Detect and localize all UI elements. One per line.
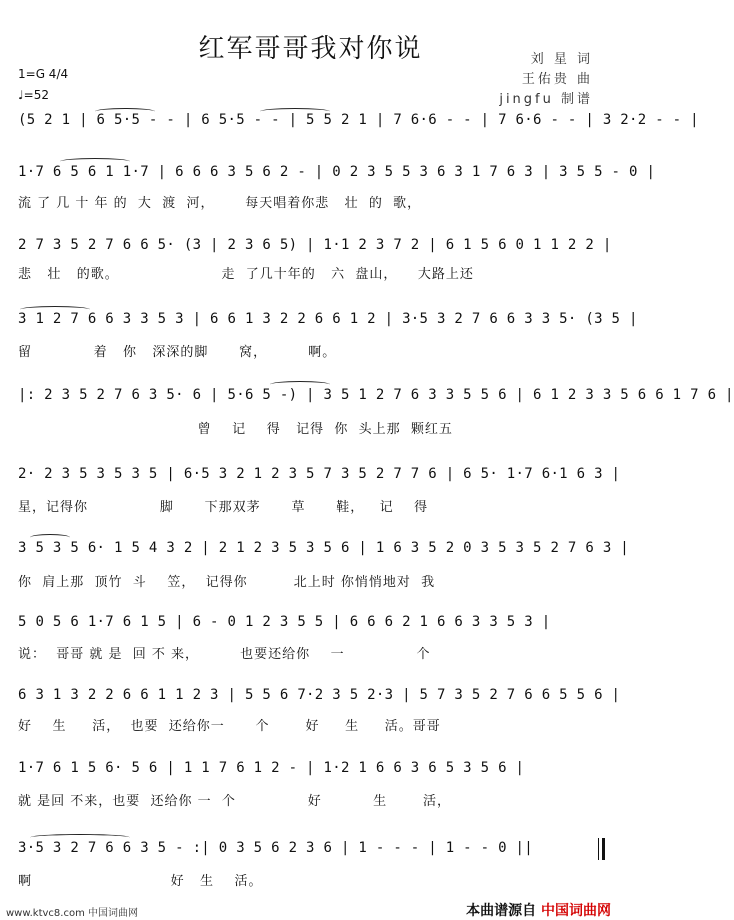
lyric-row-10: 就 是回 不来，也要 还给你 一 个 好 生 活， (18, 794, 452, 809)
slur-mark (60, 158, 130, 165)
slur-mark (95, 108, 155, 115)
final-barline-thick (602, 838, 605, 860)
notation-row-5: |: 2 3 5 2 7 6 3 5· 6 | 5·6 5 -) | 3 5 1 2 7 6 3 3 5 5 6 | 6 1 2 3 3 5 6 6 1 7 6 | (18, 387, 734, 403)
slur-mark (260, 108, 330, 115)
lyric-row-9: 好 生 活， 也要 还给你一 个 好 生 活。哥哥 (18, 719, 441, 734)
slur-mark (20, 306, 90, 313)
slur-mark (270, 381, 330, 388)
lyric-row-4: 留 着 你 深深的脚 窝， 啊。 (18, 345, 337, 360)
notation-row-11: 3·5 3 2 7 6 6 3 5 - :| 0 3 5 6 2 3 6 | 1 - - - | 1 - - 0 || (18, 840, 533, 856)
slur-mark (30, 534, 70, 541)
key-signature: 1=G 4/4 (18, 67, 69, 81)
notation-row-9: 6 3 1 3 2 2 6 6 1 1 2 3 | 5 5 6 7·2 3 5 2·3 | 5 7 3 5 2 7 6 6 5 5 6 | (18, 687, 621, 703)
lyricist-credit: 刘 星 词 (530, 52, 593, 67)
lyric-row-7: 你 肩上那 顶竹 斗 笠， 记得你 北上时 你悄悄地对 我 (18, 575, 436, 590)
final-barline (598, 838, 599, 860)
notation-row-2: 1·7 6 5 6 1 1·7 | 6 6 6 3 5 6 2 - | 0 2 3 5 5 3 6 3 1 7 6 3 | 3 5 5 - 0 | (18, 164, 656, 180)
notation-row-6: 2· 2 3 5 3 5 3 5 | 6·5 3 2 1 2 3 5 7 3 5 2 7 7 6 | 6 5· 1·7 6·1 6 3 | (18, 466, 621, 482)
lyric-row-3: 悲 壮 的歌。 走 了几十年的 六 盘山， 大路上还 (18, 267, 474, 282)
lyric-row-8: 说： 哥哥 就 是 回 不 来， 也要还给你 一 个 (18, 647, 431, 662)
notation-credit: jingfu 制谱 (499, 92, 593, 107)
lyric-row-2: 流 了 几 十 年 的 大 渡 河， 每天唱着你悲 壮 的 歌， (18, 196, 422, 211)
notation-row-8: 5 0 5 6 1·7 6 1 5 | 6 - 0 1 2 3 5 5 | 6 6 6 2 1 6 6 3 3 5 3 | (18, 614, 551, 630)
notation-row-1: (5 2 1 | 6 5·5 - - | 6 5·5 - - | 5 5 2 1 | 7 6·6 - - | 7 6·6 - - | 3 2·2 - - | (18, 112, 699, 128)
lyric-row-11: 啊 好 生 活。 (18, 874, 263, 889)
page-title: 红军哥哥我对你说 (198, 34, 423, 64)
site-watermark: www.ktvc8.com 中国词曲网 (6, 908, 139, 919)
slur-mark (30, 834, 130, 841)
source-label: 本曲谱源自 (466, 903, 537, 919)
lyric-row-6: 星，记得你 脚 下那双茅 草 鞋， 记 得 (18, 500, 429, 515)
composer-credit: 王佑贵 曲 (521, 72, 593, 87)
tempo-marking: ♩=52 (18, 88, 49, 102)
source-site-link[interactable]: 中国词曲网 (541, 903, 611, 919)
notation-row-7: 3 5 3 5 6· 1 5 4 3 2 | 2 1 2 3 5 3 5 6 | 1 6 3 5 2 0 3 5 3 5 2 7 6 3 | (18, 540, 630, 556)
notation-row-4: 3 1 2 7 6 6 3 3 5 3 | 6 6 1 3 2 2 6 6 1 2 | 3·5 3 2 7 6 6 3 3 5· (3 5 | (18, 311, 638, 327)
notation-row-10: 1·7 6 1 5 6· 5 6 | 1 1 7 6 1 2 - | 1·2 1 6 6 3 6 5 3 5 6 | (18, 760, 525, 776)
notation-row-3: 2 7 3 5 2 7 6 6 5· (3 | 2 3 6 5) | 1·1 2 3 7 2 | 6 1 5 6 0 1 1 2 2 | (18, 237, 612, 253)
lyric-row-5: 曾 记 得 记得 你 头上那 颗红五 (18, 422, 453, 437)
source-credit (466, 900, 611, 920)
